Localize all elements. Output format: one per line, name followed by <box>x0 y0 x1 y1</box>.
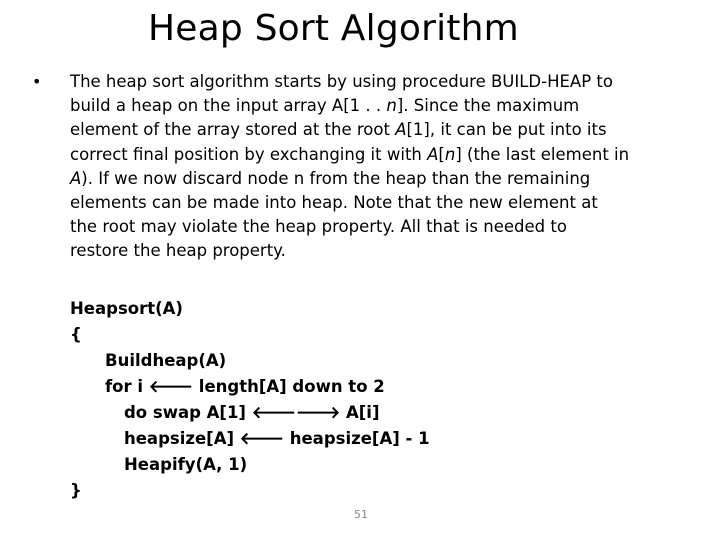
pseudocode-block <box>70 296 430 504</box>
para-text: [1], it can be put into its correct final position by exchanging it with <box>70 120 607 164</box>
code-line <box>70 374 430 400</box>
code-line: } <box>70 481 82 500</box>
code-line <box>70 426 430 452</box>
para-italic-a: A <box>395 120 407 140</box>
para-italic-n: n <box>444 144 456 164</box>
para-text: [ <box>438 144 445 164</box>
code-text: heapsize[A] - 1 <box>284 429 430 448</box>
code-line: Heapsort(A) <box>70 299 183 318</box>
para-text: The heap sort algorithm starts by using procedure BUILD-HEAP to build a heap on the input array A[1 . . <box>70 72 613 116</box>
code-text: for i <box>105 377 149 396</box>
code-line <box>70 400 430 426</box>
page-number: 51 <box>354 508 368 521</box>
code-text: do swap A[1] <box>124 403 252 422</box>
para-text: ]. Since the maximum element of the array stored at the root <box>70 96 580 140</box>
para-italic-n: n <box>386 96 397 116</box>
body-paragraph <box>70 70 630 264</box>
left-right-arrow-icon: 🡐🡒 <box>251 403 341 422</box>
slide-title: Heap Sort Algorithm <box>148 8 519 49</box>
left-arrow-icon: 🡐 <box>148 377 194 396</box>
para-italic-a: A <box>70 168 82 188</box>
code-line: Heapify(A, 1) <box>124 455 248 474</box>
code-text: length[A] down to 2 <box>193 377 385 396</box>
code-line: Buildheap(A) <box>105 351 227 370</box>
code-text: A[i] <box>340 403 380 422</box>
code-text: heapsize[A] <box>124 429 240 448</box>
bullet-marker: • <box>32 72 42 91</box>
para-text: ). If we now discard node n from the heap than the remaining elements can be made into heap. Note that the new element at the root may violate the heap property. All that is needed to restore the heap property. <box>70 168 598 261</box>
code-line: { <box>70 325 82 344</box>
para-text: ] (the last element in <box>455 144 630 164</box>
para-italic-a: A <box>427 144 439 164</box>
left-arrow-icon: 🡐 <box>239 429 284 448</box>
